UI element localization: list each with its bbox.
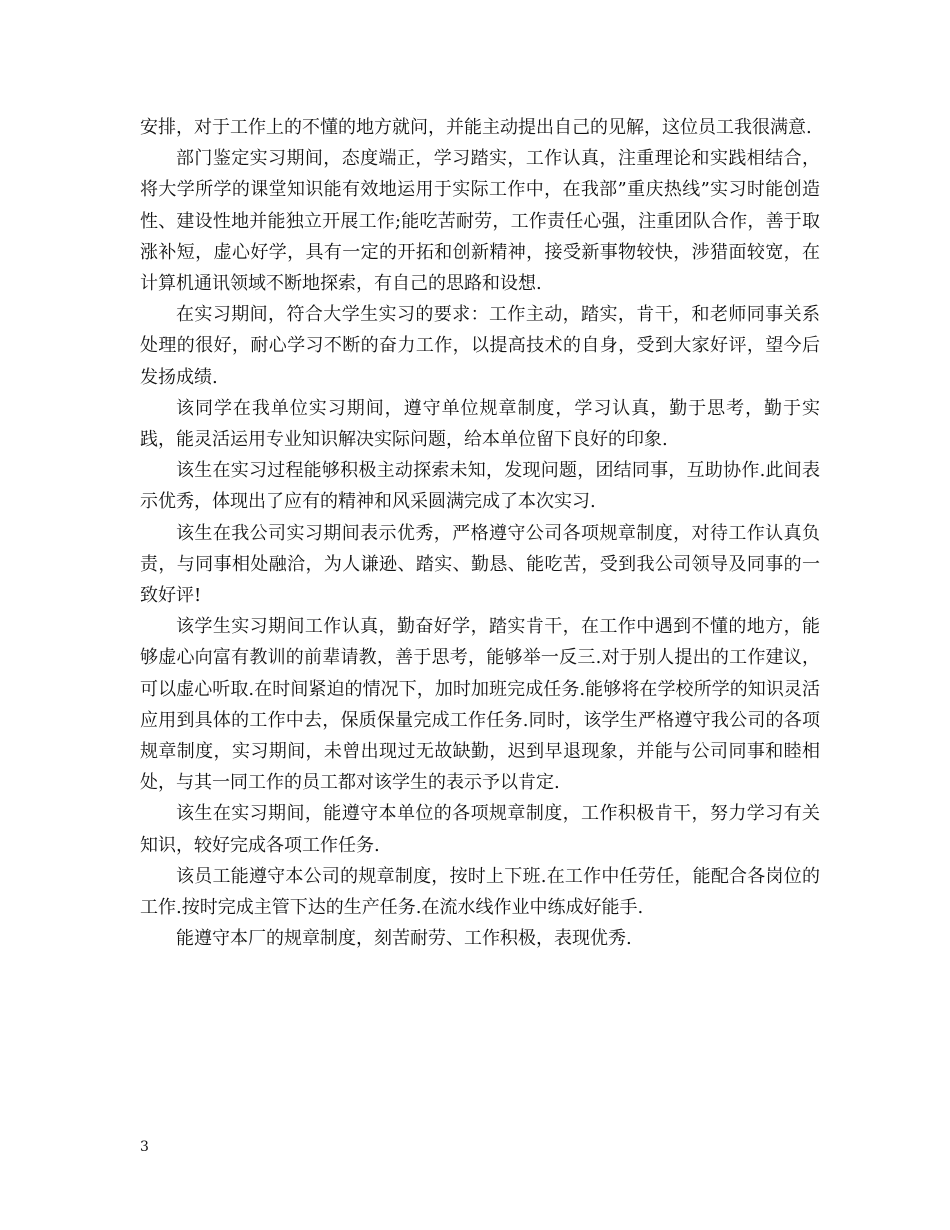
paragraph-8: 该生在实习期间，能遵守本单位的各项规章制度，工作积极肯干，努力学习有关知识，较好完成各项工作任务. (140, 803, 820, 856)
paragraph-4: 该同学在我单位实习期间，遵守单位规章制度，学习认真，勤于思考，勤于实践，能灵活运用专业知识解决实际问题，给本单位留下良好的印象. (140, 397, 820, 451)
paragraph-7: 该学生实习期间工作认真，勤奋好学，踏实肯干，在工作中遇到不懂的地方，能够虚心向富有教训的前辈请教，善于思考，能够举一反三.对于别人提出的工作建议，可以虚心听取.在时间紧迫的情况下，加时加班完成任务.能够将在学校所学的知识灵活应用到具体的工作中去，保质保量完成工作任务.同时，该学生严格遵守我公司的各项规章制度，实习期间，未曾出现过无故缺勤，迟到早退现象，并能与公司同事和睦相处，与其一同工作的员工都对该学生的表示予以肯定. (140, 616, 820, 794)
paragraph-3: 在实习期间，符合大学生实习的要求：工作主动，踏实，肯干，和老师同事关系处理的很好，耐心学习不断的奋力工作，以提高技术的自身，受到大家好评，望今后发扬成绩. (140, 304, 820, 388)
paragraph-9: 该员工能遵守本公司的规章制度，按时上下班.在工作中任劳任，能配合各岗位的工作.按时完成主管下达的生产任务.在流水线作业中练成好能手. (140, 865, 820, 919)
paragraph-10: 能遵守本厂的规章制度，刻苦耐劳、工作积极，表现优秀. (176, 928, 632, 950)
paragraph-2: 部门鉴定实习期间，态度端正，学习踏实，工作认真，注重理论和实践相结合，将大学所学的课堂知识能有效地运用于实际工作中，在我部”重庆热线”实习时能创造性、建设性地并能独立开展工作;能吃苦耐劳，工作责任心强，注重团队合作，善于取涨补短，虚心好学，具有一定的开拓和创新精神，接受新事物较快，涉猎面较宽，在计算机通讯领域不断地探索，有自己的思路和设想. (140, 148, 820, 295)
paragraph-1: 安排，对于工作上的不懂的地方就问，并能主动提出自己的见解，这位员工我很满意. (140, 117, 812, 138)
paragraph-5: 该生在实习过程能够积极主动探索未知，发现问题，团结同事，互助协作.此间表示优秀，体现出了应有的精神和风采圆满完成了本次实习. (140, 460, 820, 513)
paragraph-6: 该生在我公司实习期间表示优秀，严格遵守公司各项规章制度，对待工作认真负责，与同事相处融洽，为人谦逊、踏实、勤恳、能吃苦，受到我公司领导及同事的一致好评! (140, 522, 820, 607)
page-number: 3 (140, 1139, 149, 1155)
document-body (140, 112, 820, 954)
